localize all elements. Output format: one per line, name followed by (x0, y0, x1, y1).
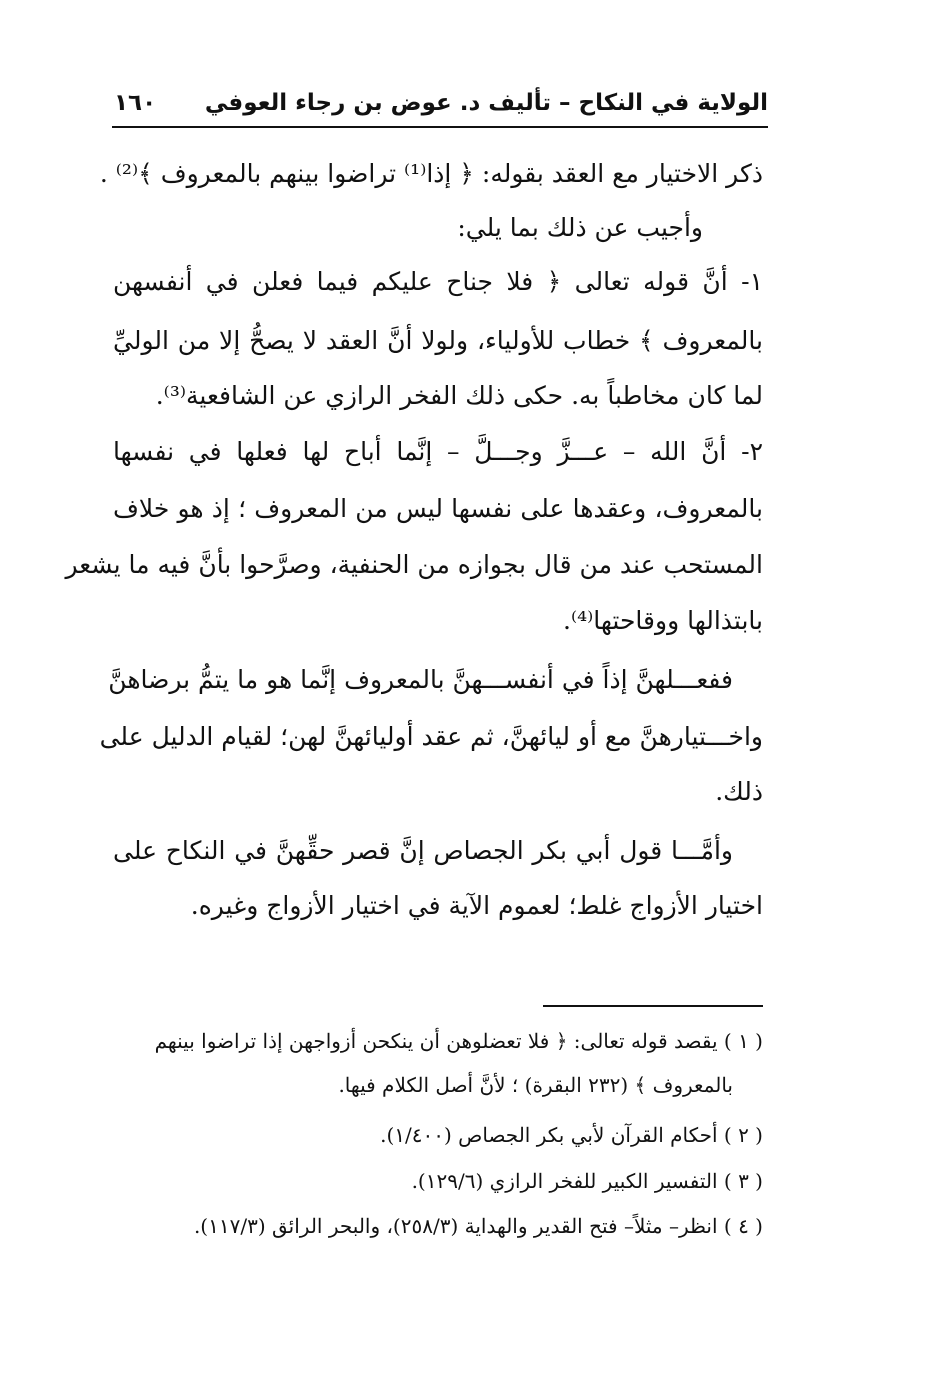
footnote-line: ( ٣ ) التفسير الكبير للفخر الرازي (١٢٩/٦). (411, 1169, 763, 1193)
body-line: اختيار الأزواج غلط؛ لعموم الآية في اختيار الأزواج وغيره. (190, 891, 763, 920)
footnote-separator (543, 1005, 763, 1007)
running-header (112, 86, 768, 128)
footnote-line: ( ٢ ) أحكام القرآن لأبي بكر الجصاص (١/٤٠٠). (380, 1123, 763, 1147)
body-line: وأجيب عن ذلك بما يلي: (457, 213, 703, 242)
body-line: وأمَّـــا قول أبي بكر الجصاص إنَّ قصر حقِّهنَّ في النكاح على (113, 836, 733, 865)
body-line: واخـــتيارهنَّ مع أو ليائهنَّ، ثم عقد أوليائهنَّ لهن؛ لقيام الدليل على (99, 722, 763, 751)
body-line: بالمعروف ﴾ خطاب للأولياء، ولولا أنَّ العقد لا يصحُّ إلا من الوليِّ (113, 326, 763, 355)
body-line: بالمعروف، وعقدها على نفسها ليس من المعروف ؛ إذ هو خلاف (113, 494, 763, 523)
footnote-line: بالمعروف ﴾ (٢٣٢ البقرة) ؛ لأنَّ أصل الكلام فيها. (338, 1073, 733, 1097)
footnote-line: ( ١ ) يقصد قوله تعالى: ﴿ فلا تعضلوهن أن ينكحن أزواجهن إذا تراضوا بينهم (154, 1029, 763, 1053)
page-number: ١٦٠ (114, 90, 157, 116)
body-line: ذلك. (715, 777, 763, 806)
body-line: لما كان مخاطباً به. حكى ذلك الفخر الرازي عن الشافعية⁽³⁾. (155, 381, 763, 410)
body-line: ١- أنَّ قوله تعالى ﴿ فلا جناح عليكم فيما فعلن في أنفسهن (113, 267, 763, 296)
body-line: ذكر الاختيار مع العقد بقوله: ﴿ إذا⁽¹⁾ تراضوا بينهم بالمعروف ﴾⁽²⁾ . (99, 159, 763, 188)
header-title: الولاية في النكاح – تأليف د. عوض بن رجاء العوفي (204, 90, 768, 116)
footnote-line: ( ٤ ) انظر– مثلاً– فتح القدير والهداية (٢٥٨/٣)، والبحر الرائق (١١٧/٣). (193, 1214, 763, 1238)
body-line: ففعـــلهنَّ إذاً في أنفســـهنَّ بالمعروف إنَّما هو ما يتمُّ برضاهنَّ (108, 665, 733, 694)
body-line: بابتذالها ووقاحتها⁽⁴⁾. (563, 606, 763, 635)
body-line: المستحب عند من قال بجوازه من الحنفية، وصرَّحوا بأنَّ فيه ما يشعر (65, 550, 763, 579)
body-line: ٢- أنَّ الله – عـــزَّ وجـــلَّ – إنَّما أباح لها فعلها في نفسها (113, 437, 763, 466)
